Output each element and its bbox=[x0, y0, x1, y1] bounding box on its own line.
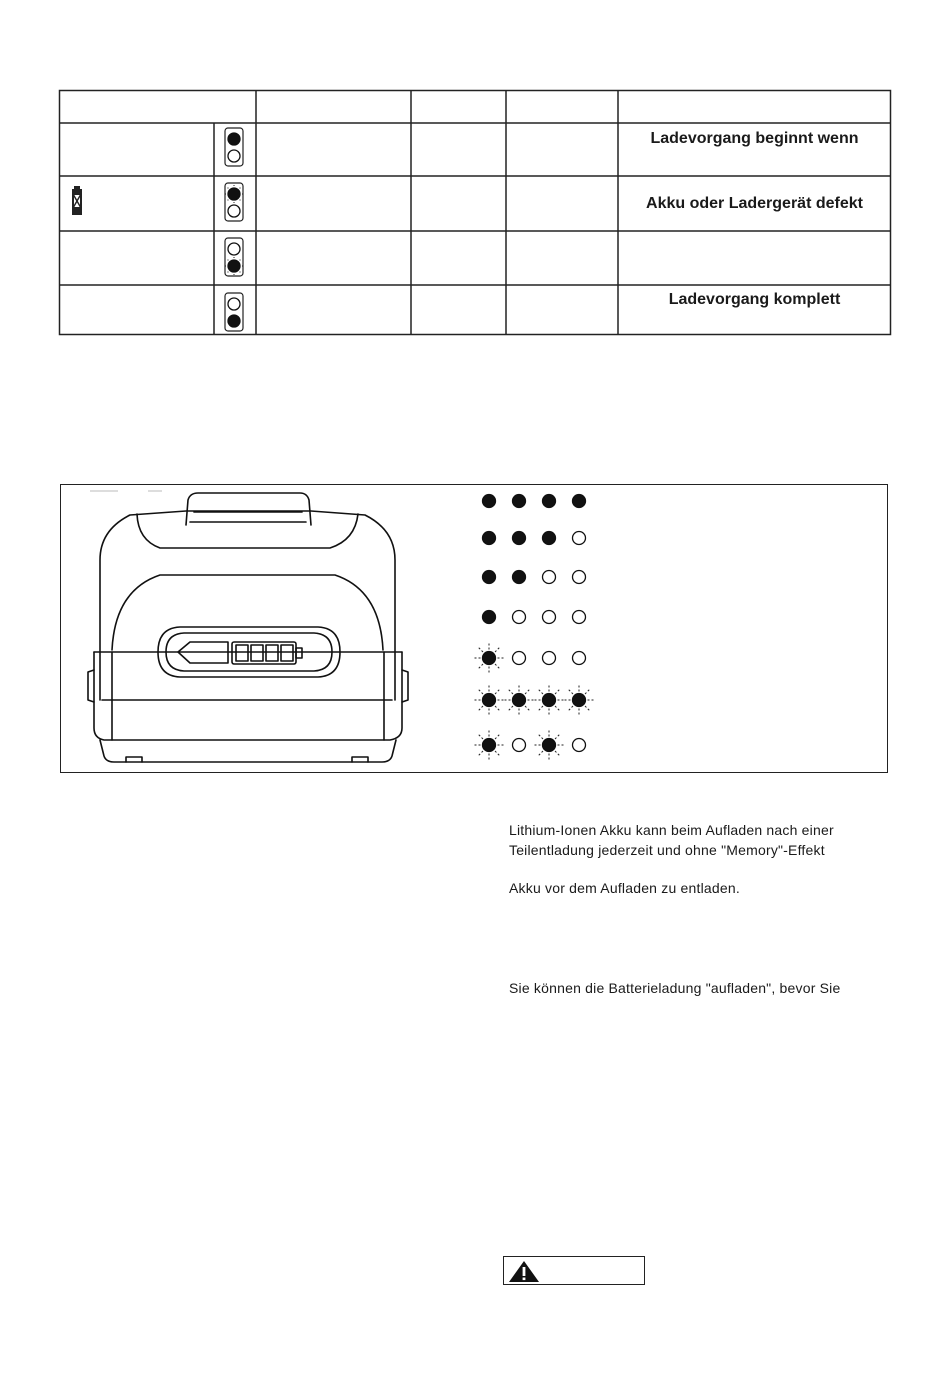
charge-led bbox=[513, 495, 526, 508]
charge-led bbox=[474, 685, 504, 715]
warning-triangle-icon bbox=[504, 1257, 544, 1286]
warning-box bbox=[503, 1256, 645, 1285]
row4-description: Ladevorgang komplett bbox=[668, 291, 841, 308]
charge-led bbox=[504, 685, 534, 715]
charge-led bbox=[543, 532, 556, 545]
charge-led bbox=[513, 532, 526, 545]
charge-led bbox=[543, 571, 556, 584]
charge-led bbox=[513, 652, 526, 665]
charge-led bbox=[543, 652, 556, 665]
charge-led bbox=[573, 739, 586, 752]
charge-led bbox=[474, 730, 504, 760]
para-topup: Sie können die Batterieladung "aufladen", bevor Sie bbox=[509, 980, 841, 996]
charge-led bbox=[474, 643, 504, 673]
charge-led bbox=[513, 739, 526, 752]
charge-led bbox=[534, 685, 564, 715]
charge-led bbox=[543, 495, 556, 508]
para-discharge: Akku vor dem Aufladen zu entladen. bbox=[509, 880, 740, 896]
charge-led bbox=[573, 571, 586, 584]
figure-frame bbox=[61, 485, 888, 773]
charge-led bbox=[573, 611, 586, 624]
row2-description: Akku oder Ladergerät defekt bbox=[646, 195, 863, 212]
charge-led bbox=[573, 532, 586, 545]
charge-led bbox=[483, 532, 496, 545]
charger-illustration bbox=[88, 493, 408, 762]
charge-level-leds bbox=[474, 495, 594, 761]
row1-description: Ladevorgang beginnt wenn bbox=[650, 130, 859, 147]
charge-led bbox=[513, 611, 526, 624]
charge-led bbox=[573, 652, 586, 665]
para-lithium-line2: Teilentladung jederzeit und ohne "Memory"-Effekt bbox=[509, 842, 825, 858]
charge-led bbox=[564, 685, 594, 715]
charge-led bbox=[483, 495, 496, 508]
charge-led bbox=[534, 730, 564, 760]
charge-led bbox=[483, 611, 496, 624]
charge-led bbox=[573, 495, 586, 508]
charge-led bbox=[483, 571, 496, 584]
charge-led bbox=[513, 571, 526, 584]
charge-led bbox=[543, 611, 556, 624]
para-lithium-line1: Lithium-Ionen Akku kann beim Aufladen nach einer bbox=[509, 822, 834, 838]
